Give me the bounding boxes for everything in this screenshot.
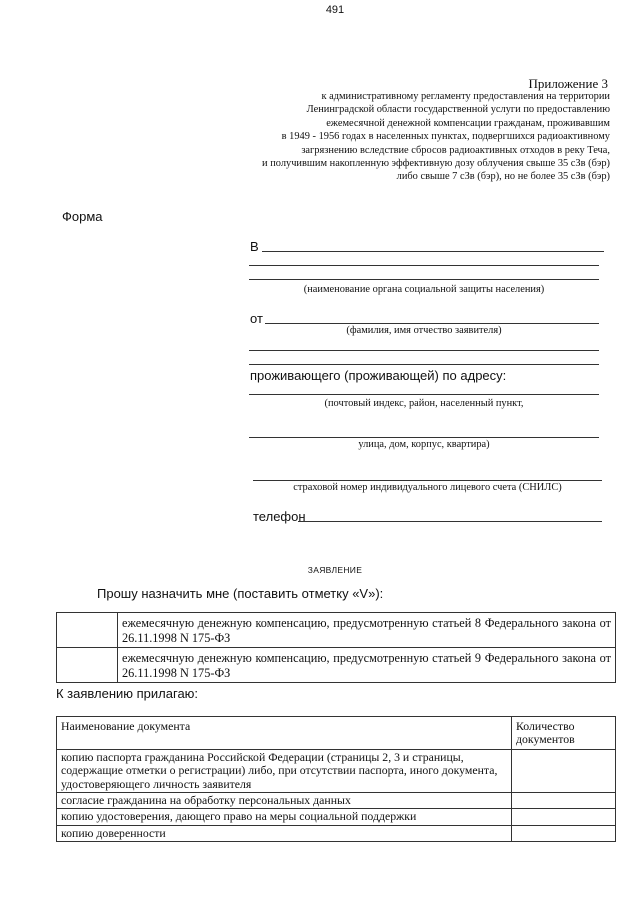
request-text: Прошу назначить мне (поставить отметку «V»): [97,586,384,601]
page-number: 491 [325,4,345,16]
address-label: проживающего (проживающей) по адресу: [250,368,507,383]
form-label: Форма [62,209,103,224]
phone-label: телефон [253,509,306,524]
header-document-count: Количество документов [512,717,616,750]
appendix-line: и получившим накопленную эффективную дозу облучения свыше 35 сЗв (бэр) [262,158,610,170]
appendix-title: Приложение 3 [528,76,608,91]
option-row [57,613,616,648]
document-count-cell[interactable] [512,793,616,809]
org-line-1[interactable] [262,251,604,252]
table-row [57,793,616,809]
document-name: согласие гражданина на обработку персональных данных [57,793,512,809]
table-row [57,749,616,792]
document-count-cell[interactable] [512,749,616,792]
option-text: ежемесячную денежную компенсацию, предусмотренную статьей 8 Федерального закона от 26.11.1998 N 175-ФЗ [118,613,616,648]
option-row [57,648,616,683]
documents-table [56,716,616,842]
appendix-line: Ленинградской области государственной услуги по предоставлению [306,104,610,116]
from-prefix: от [250,311,263,326]
org-caption: (наименование органа социальной защиты населения) [303,284,545,295]
document-name: копию паспорта гражданина Российской Федерации (страницы 2, 3 и страницы, содержащие отметки о регистрации) либо, при отсутствии паспорта, иного документа, удостоверяющего личность заявителя [57,749,512,792]
document-count-cell[interactable] [512,825,616,841]
appendix-line: либо свыше 7 сЗв (бэр), но не более 35 сЗв (бэр) [396,171,610,183]
org-line-3[interactable] [249,279,599,280]
name-line-3[interactable] [249,364,599,365]
appendix-line: ежемесячной денежной компенсации гражданам, проживавшим [326,117,610,129]
name-line-2[interactable] [249,350,599,351]
appendix-line: к административному регламенту предоставления на территории [321,91,610,102]
option-text: ежемесячную денежную компенсацию, предусмотренную статьей 9 Федерального закона от 26.11.1998 N 175-ФЗ [118,648,616,683]
header-document-name: Наименование документа [57,717,512,750]
option-checkbox-art8[interactable] [57,613,118,648]
table-row [57,825,616,841]
org-line-2[interactable] [249,265,599,266]
snils-line[interactable] [253,480,602,481]
attachments-title: К заявлению прилагаю: [56,686,199,701]
appendix-line: в 1949 - 1956 годах в населенных пунктах, подвергшихся радиоактивному [281,131,610,143]
address-line-2[interactable] [249,437,599,438]
appendix-line: загрязнению вследствие сбросов радиоактивных отходов в реку Теча, [301,144,610,156]
name-line-1[interactable] [265,323,599,324]
name-caption: (фамилия, имя отчество заявителя) [346,325,502,336]
address-line-1[interactable] [249,394,599,395]
to-prefix: В [250,239,259,254]
document-name: копию доверенности [57,825,512,841]
document-count-cell[interactable] [512,809,616,825]
options-table [56,612,616,683]
table-row [57,809,616,825]
snils-caption: страховой номер индивидуального лицевого счета (СНИЛС) [293,482,562,493]
option-checkbox-art9[interactable] [57,648,118,683]
address-caption-1: (почтовый индекс, район, населенный пункт, [324,398,524,409]
table-header-row [57,717,616,750]
appendix-description [190,90,610,184]
statement-title: ЗАЯВЛЕНИЕ [307,565,363,575]
document-name: копию удостоверения, дающего право на меры социальной поддержки [57,809,512,825]
address-caption-2: улица, дом, корпус, квартира) [358,439,490,450]
phone-line[interactable] [298,521,602,522]
